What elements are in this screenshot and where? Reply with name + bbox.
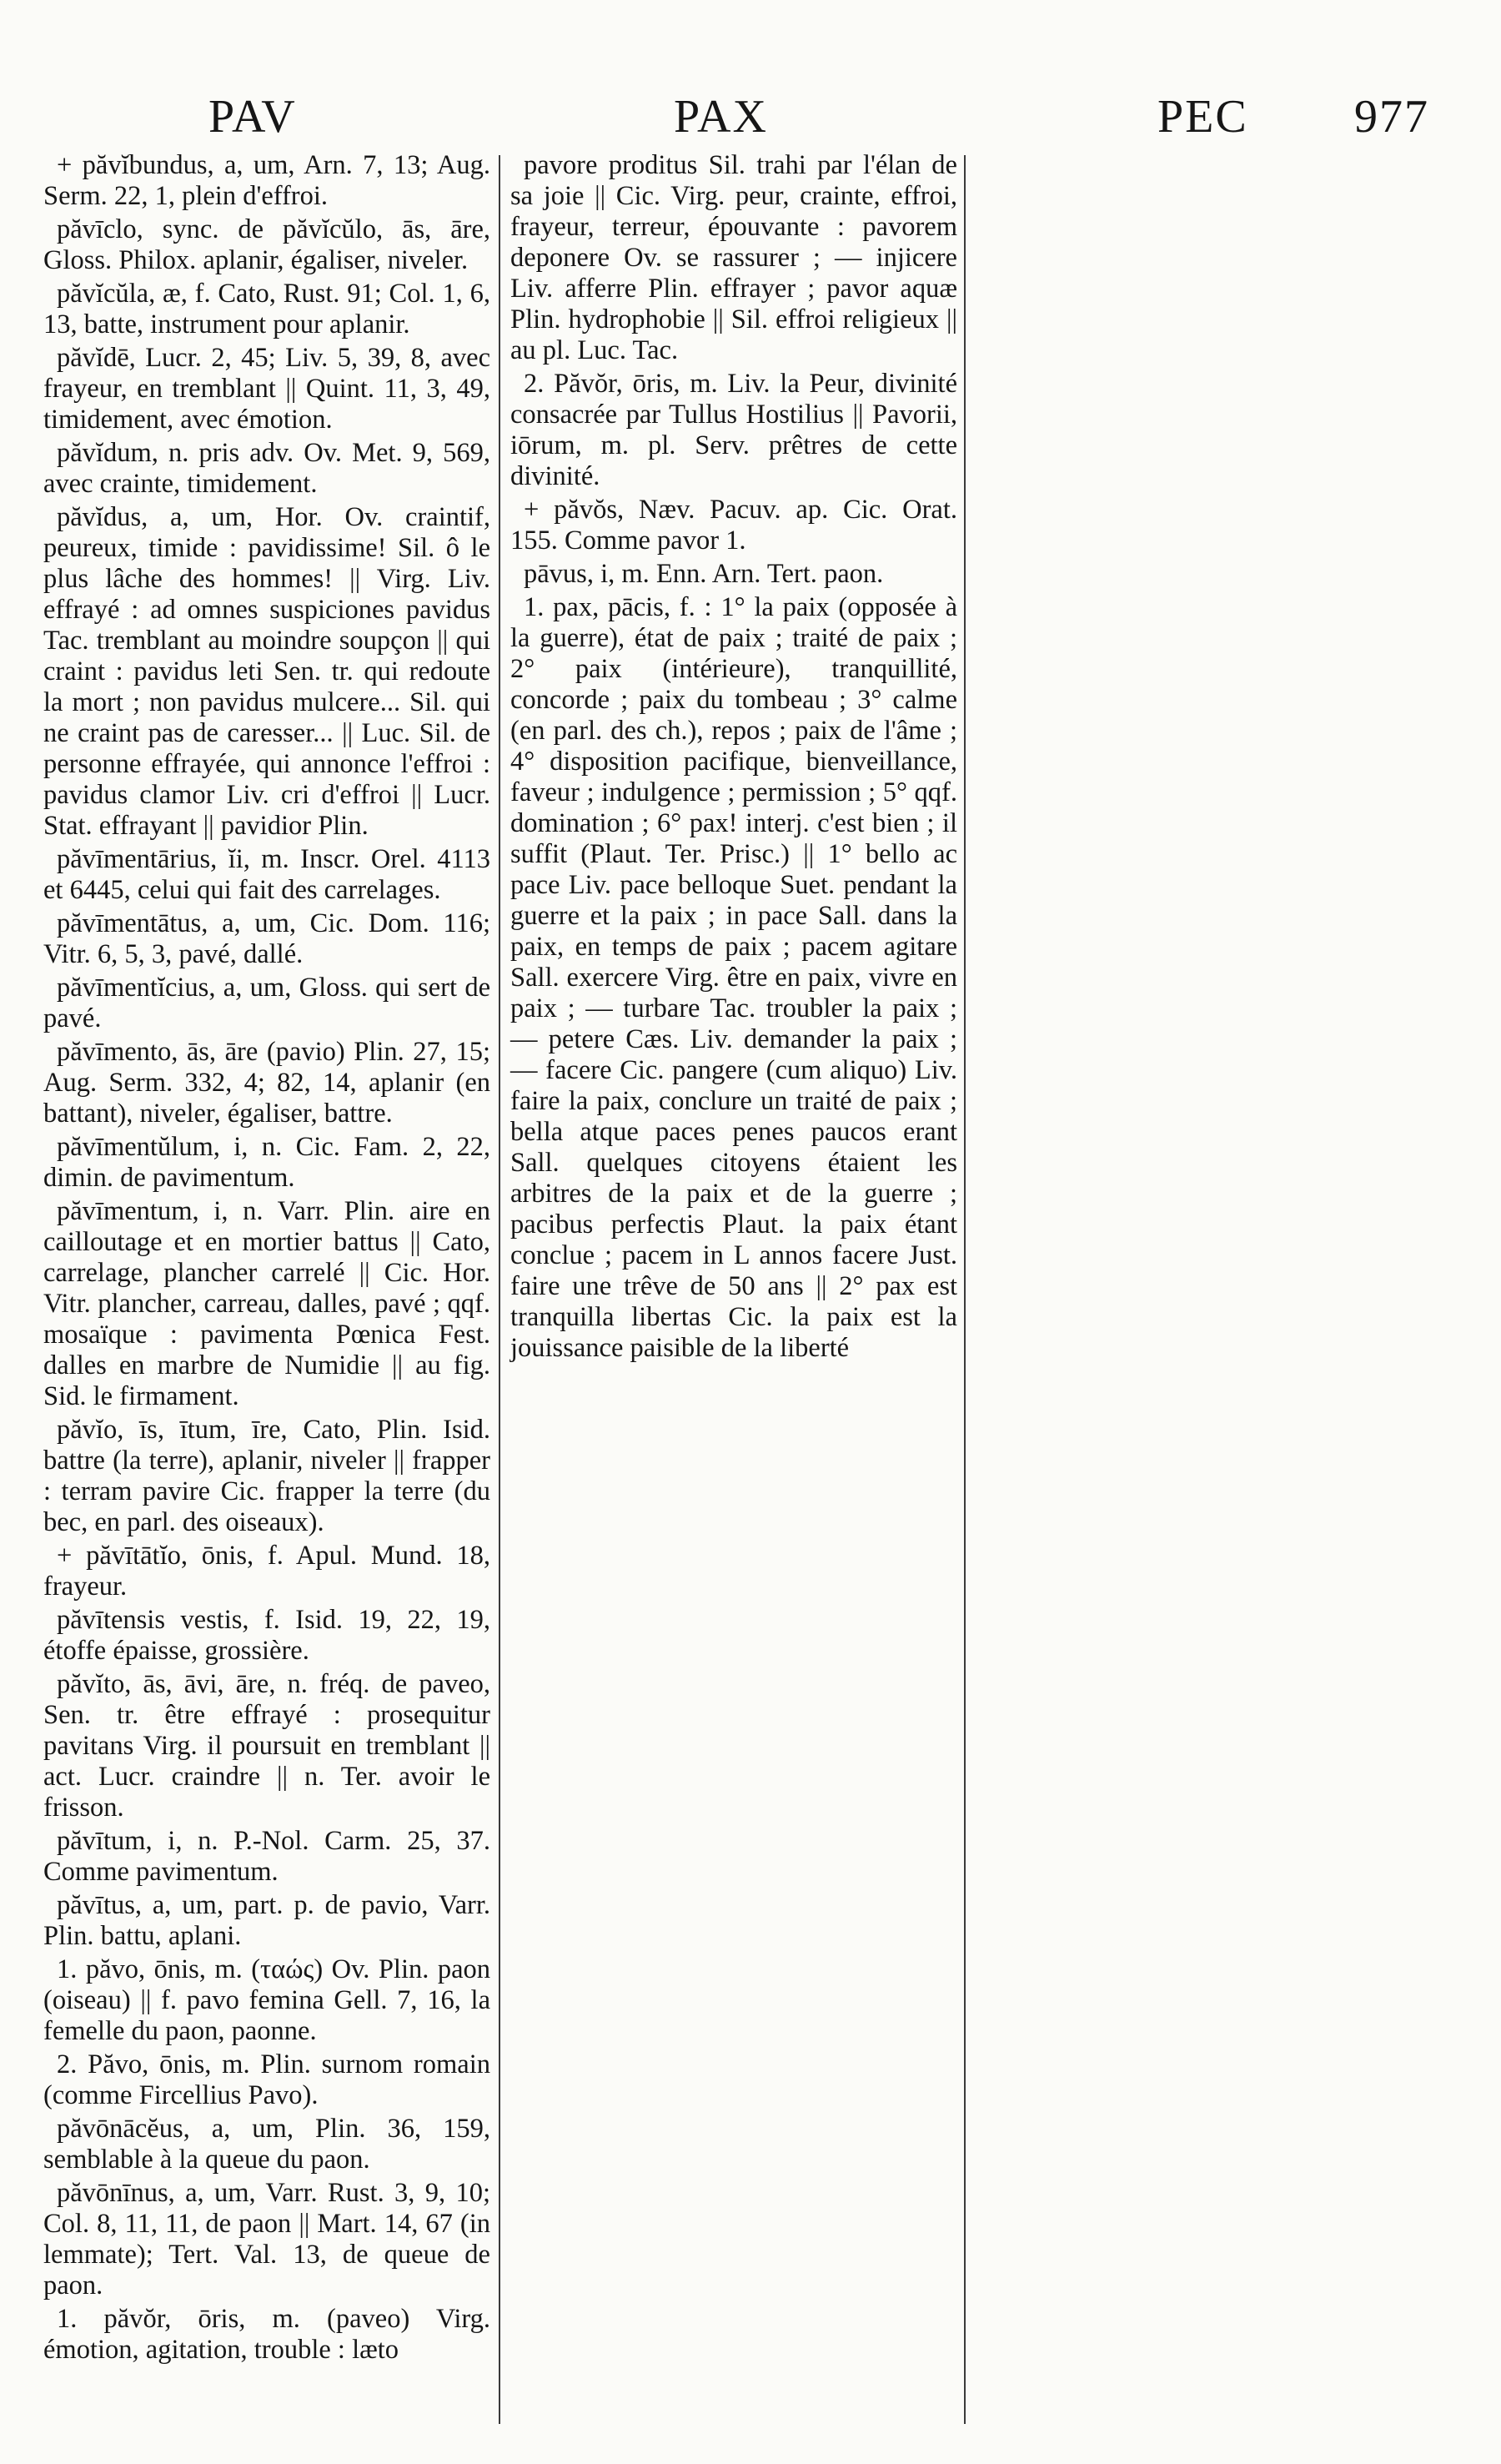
dictionary-entry: păvĭto, ās, āvi, āre, n. fréq. de paveo, Sen. tr. être effrayé : prosequitur pavitans Virg. il poursuit en tremblant || act. Lucr. craindre || n. Ter. avoir le frisson. xyxy=(43,1669,490,1823)
dictionary-entry: 1. păvŏr, ōris, m. (paveo) Virg. émotion, agitation, trouble : læto xyxy=(43,2304,490,2365)
dictionary-entry: + păvĭbundus, a, um, Arn. 7, 13; Aug. Serm. 22, 1, plein d'effroi. xyxy=(43,150,490,211)
dictionary-entry: păvīmentŭlum, i, n. Cic. Fam. 2, 22, dimin. de pavimentum. xyxy=(43,1132,490,1193)
dictionary-entry: păvīmentum, i, n. Varr. Plin. aire en cailloutage et en mortier battus || Cato, carrelage, plancher carrelé || Cic. Hor. Vitr. plancher, carreau, dalles, pavé ; qqf. mosaïque : pavimenta Pœnica Fest. dalles en marbre de Numidie || au fig. Sid. le firmament. xyxy=(43,1196,490,1411)
dictionary-entry: 2. Păvŏr, ōris, m. Liv. la Peur, divinité consacrée par Tullus Hostilius || Pavorii, iōrum, m. pl. Serv. prêtres de cette divinité. xyxy=(510,369,957,491)
dictionary-entry: păvītum, i, n. P.-Nol. Carm. 25, 37. Comme pavimentum. xyxy=(43,1826,490,1887)
dictionary-entry: păvītus, a, um, part. p. de pavio, Varr. Plin. battu, aplani. xyxy=(43,1890,490,1951)
running-head-left: PAV xyxy=(208,91,297,143)
page-number: 977 xyxy=(1354,91,1429,143)
dictionary-entry: + păvŏs, Næv. Pacuv. ap. Cic. Orat. 155. Comme pavor 1. xyxy=(510,495,957,556)
dictionary-entry: 1. pax, pācis, f. : 1° la paix (opposée à la guerre), état de paix ; traité de paix ; 2° paix (intérieure), tranquillité, concorde ; paix du tombeau ; 3° calme (en parl. des ch.), repos ; paix de l'âme ; 4° disposition pacifique, bienveillance, faveur ; indulgence ; permission ; 5° qqf. domination ; 6° pax! interj. c'est bien ; il suffit (Plaut. Ter. Prisc.) || 1° bello ac pace Liv. pace belloque Suet. pendant la guerre et la paix ; in pace Sall. dans la paix, en temps de paix ; pacem agitare Sall. exercere Virg. être en paix, vivre en paix ; — turbare Tac. troubler la paix ; — petere Cæs. Liv. demander la paix ; — facere Cic. pangere (cum aliquo) Liv. faire la paix, conclure un traité de paix ; bella atque paces penes paucos erant Sall. quelques citoyens étaient les arbitres de la paix et de la guerre ; pacibus perfectis Plaut. la paix étant conclue ; pacem in L annos facere Just. faire une trêve de 50 ans || 2° pax est tranquilla libertas Cic. la paix est la jouissance paisible de la liberté xyxy=(510,592,957,1363)
column-left xyxy=(43,150,490,2368)
dictionary-entry: păvĭcŭla, æ, f. Cato, Rust. 91; Col. 1, 6, 13, batte, instrument pour aplanir. xyxy=(43,279,490,339)
dictionary-entry: păvĭdum, n. pris adv. Ov. Met. 9, 569, avec crainte, timidement. xyxy=(43,438,490,499)
dictionary-entry: pavore proditus Sil. trahi par l'élan de sa joie || Cic. Virg. peur, crainte, effroi, frayeur, terreur, épouvante : pavorem deponere Ov. se rassurer ; — injicere Liv. afferre Plin. effrayer ; pavor aquæ Plin. hydrophobie || Sil. effroi religieux || au pl. Luc. Tac. xyxy=(510,150,957,365)
dictionary-entry: păvīmento, ās, āre (pavio) Plin. 27, 15; Aug. Serm. 332, 4; 82, 14, aplanir (en battant), niveler, égaliser, battre. xyxy=(43,1037,490,1129)
dictionary-entry: păvĭdus, a, um, Hor. Ov. craintif, peureux, timide : pavidissime! Sil. ô le plus lâche des hommes! || Virg. Liv. effrayé : ad omnes suspiciones pavidus Tac. tremblant au moindre soupçon || qui craint : pavidus leti Sen. tr. qui redoute la mort ; non pavidus mulcere... Sil. qui ne craint pas de caresser... || Luc. Sil. de personne effrayée, qui annonce l'effroi : pavidus clamor Liv. cri d'effroi || Lucr. Stat. effrayant || pavidior Plin. xyxy=(43,502,490,841)
column-rule xyxy=(499,155,500,2424)
dictionary-entry: păvōnācĕus, a, um, Plin. 36, 159, semblable à la queue du paon. xyxy=(43,2114,490,2175)
dictionary-entry: păvīmentĭcius, a, um, Gloss. qui sert de pavé. xyxy=(43,973,490,1033)
dictionary-entry: păvĭo, īs, ītum, īre, Cato, Plin. Isid. battre (la terre), aplanir, niveler || frapper : terram pavire Cic. frapper la terre (du bec, en parl. des oiseaux). xyxy=(43,1415,490,1537)
running-head-center: PAX xyxy=(674,91,768,143)
dictionary-entry: păvītensis vestis, f. Isid. 19, 22, 19, étoffe épaisse, grossière. xyxy=(43,1605,490,1666)
dictionary-entry: păvīmentātus, a, um, Cic. Dom. 116; Vitr. 6, 5, 3, pavé, dallé. xyxy=(43,908,490,969)
column-rule xyxy=(964,155,966,2424)
dictionary-entry: + păvītātĭo, ōnis, f. Apul. Mund. 18, frayeur. xyxy=(43,1541,490,1602)
dictionary-entry: păvīmentārius, ĭi, m. Inscr. Orel. 4113 et 6445, celui qui fait des carrelages. xyxy=(43,844,490,905)
dictionary-entry: păvōnīnus, a, um, Varr. Rust. 3, 9, 10; Col. 8, 11, 11, de paon || Mart. 14, 67 (in lemmate); Tert. Val. 13, de queue de paon. xyxy=(43,2178,490,2301)
dictionary-entry: păvĭdē, Lucr. 2, 45; Liv. 5, 39, 8, avec frayeur, en tremblant || Quint. 11, 3, 49, timidement, avec émotion. xyxy=(43,343,490,435)
column-middle xyxy=(510,150,957,1366)
dictionary-entry: 2. Păvo, ōnis, m. Plin. surnom romain (comme Fircellius Pavo). xyxy=(43,2049,490,2110)
dictionary-entry: 1. păvo, ōnis, m. (ταώς) Ov. Plin. paon (oiseau) || f. pavo femina Gell. 7, 16, la femelle du paon, paonne. xyxy=(43,1954,490,2046)
running-head-right: PEC xyxy=(1157,91,1248,143)
dictionary-entry: pāvus, i, m. Enn. Arn. Tert. paon. xyxy=(524,559,884,589)
dictionary-entry: păvīclo, sync. de păvĭcŭlo, ās, āre, Gloss. Philox. aplanir, égaliser, niveler. xyxy=(43,214,490,275)
